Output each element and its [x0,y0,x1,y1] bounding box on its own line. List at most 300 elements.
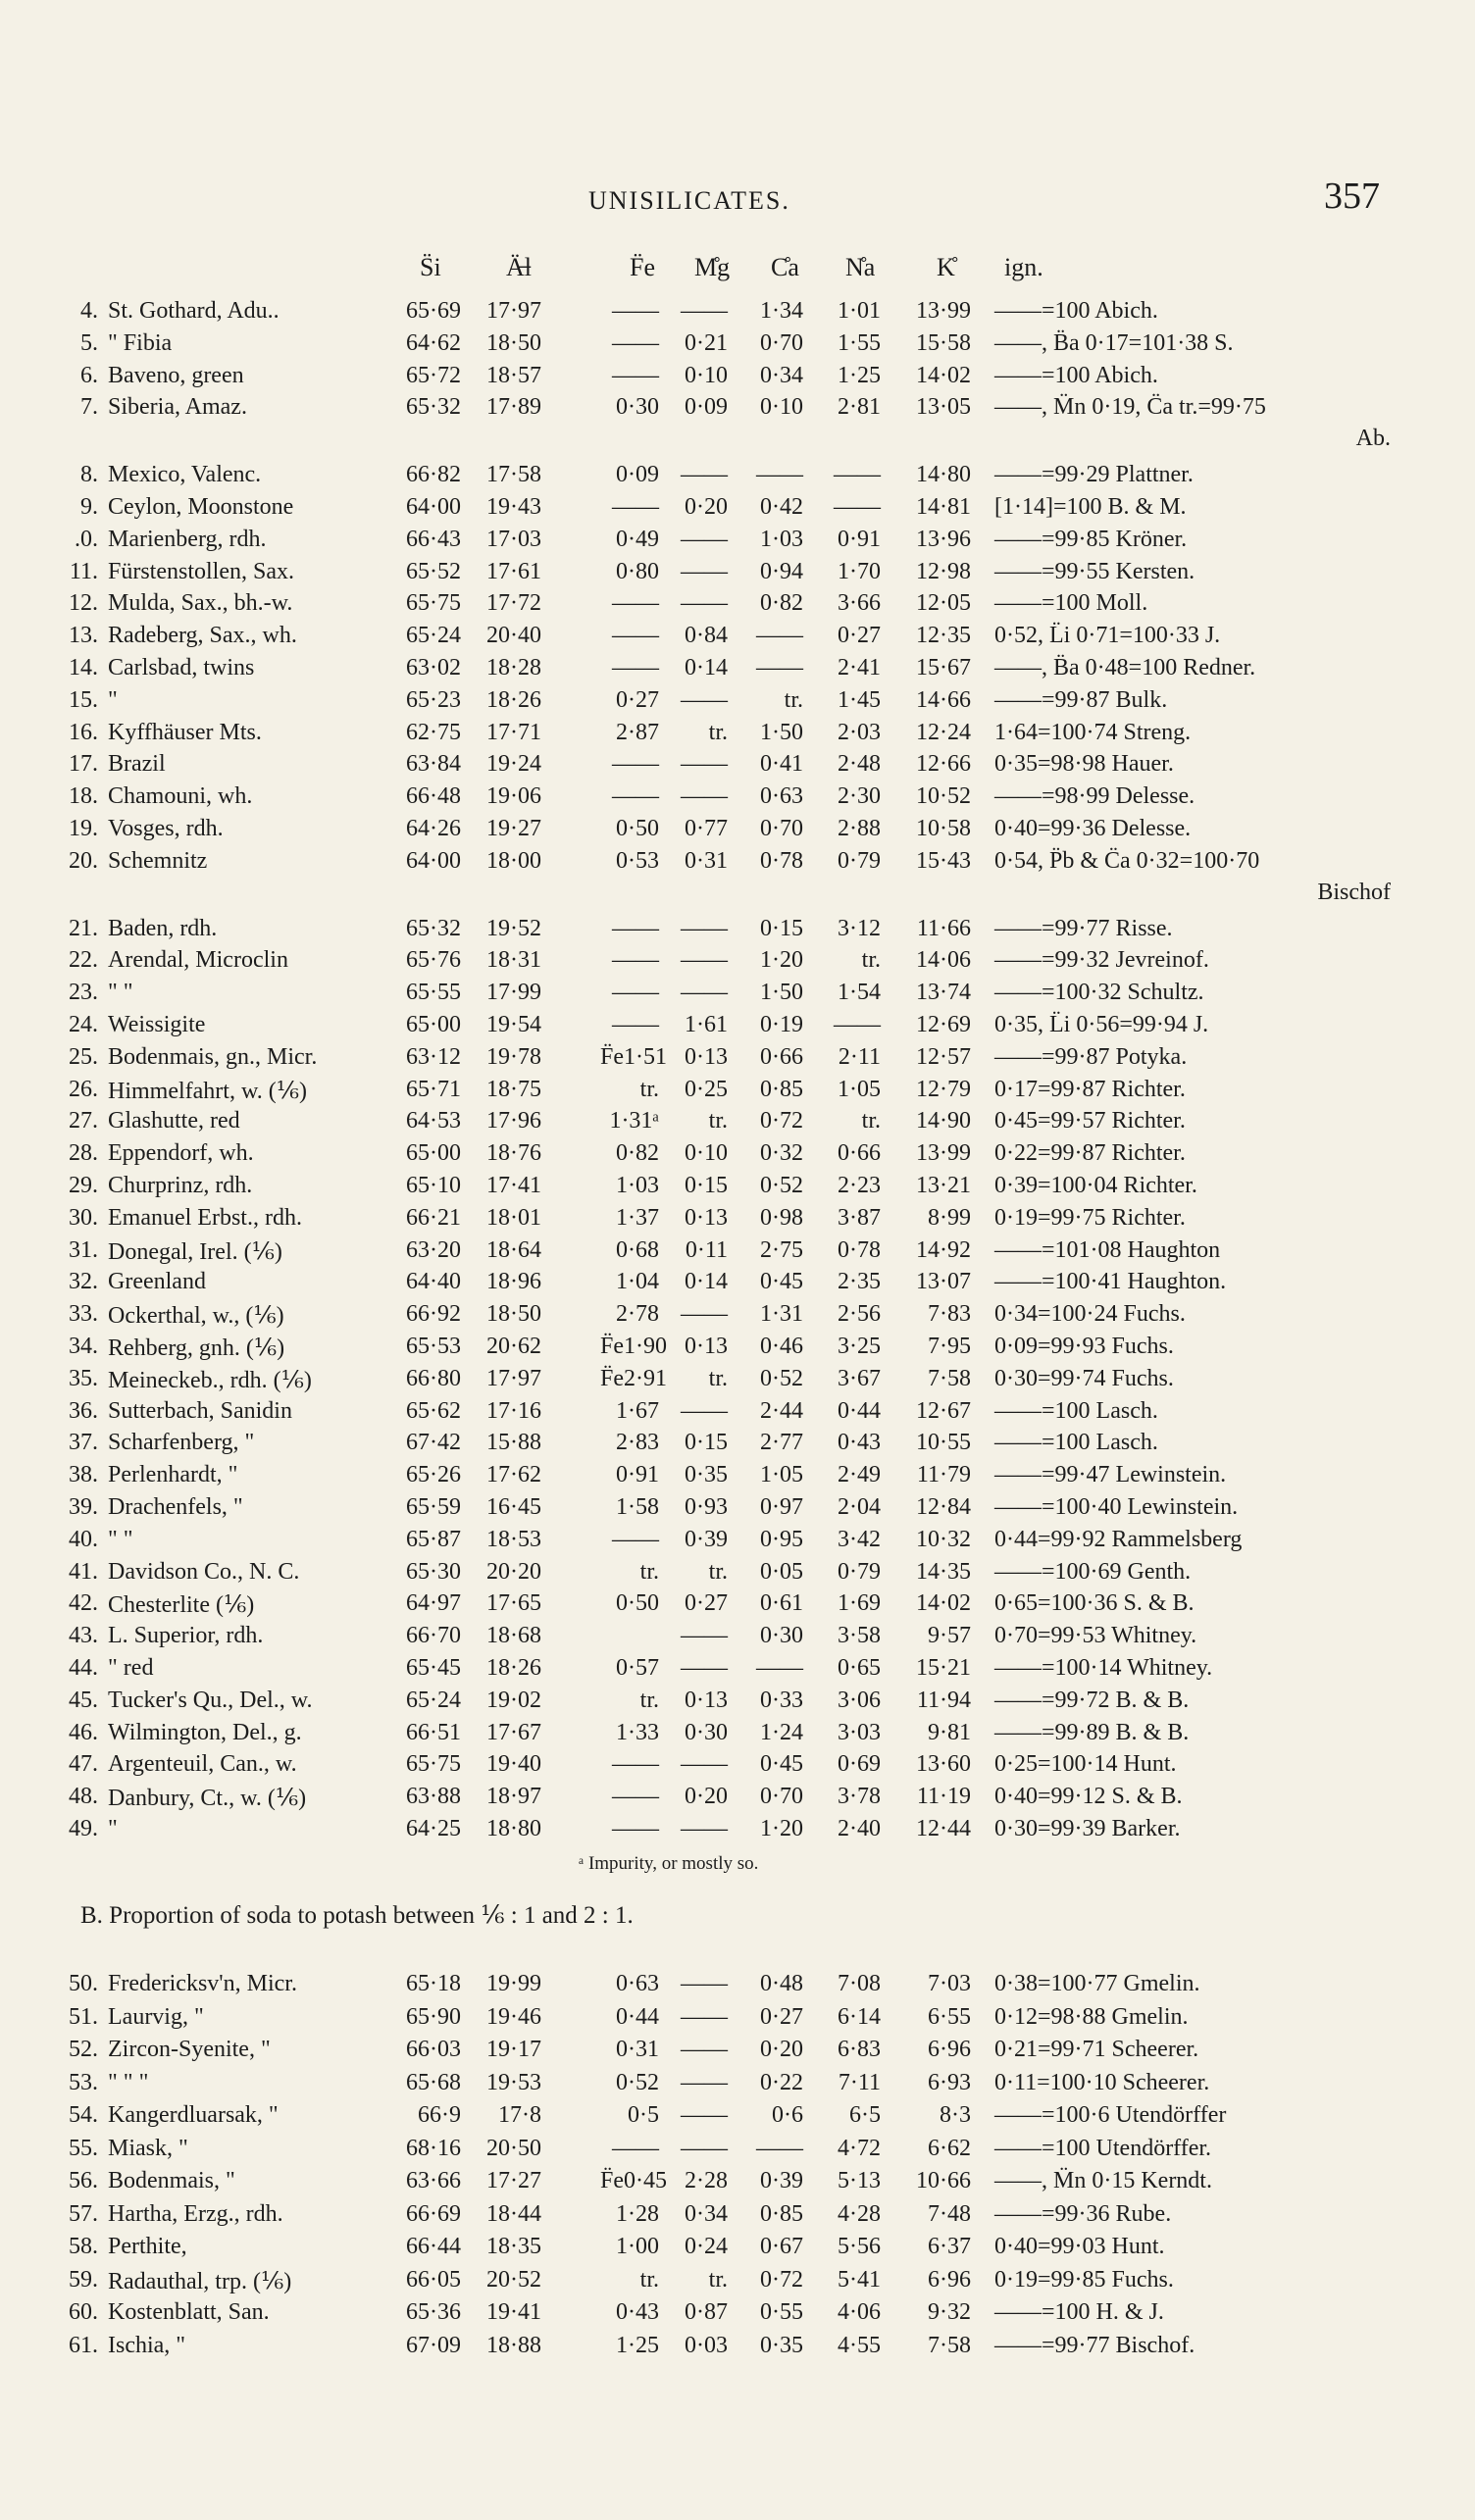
cell-loc: " " [108,1526,133,1552]
cell-k: 14·90 [916,1108,971,1134]
cell-fe: 0·09 [616,462,659,488]
cell-al: 17·65 [486,1590,541,1617]
cell-ign: ——=99·77 Bischof. [994,2332,1195,2358]
cell-si: 65·36 [406,2299,461,2325]
cell-si: 64·26 [406,816,461,841]
cell-si: 64·62 [406,329,461,356]
table-row [0,1334,1475,1367]
cell-mg: 0·13 [685,1204,728,1231]
cell-ign: 0·19=99·75 Richter. [994,1204,1186,1231]
cell-si: 65·10 [406,1173,461,1198]
table-row [0,2201,1475,2235]
cell-fe: —— [612,1751,659,1778]
cell-al: 18·88 [486,2332,541,2358]
cell-num: 41. [69,1558,98,1585]
cell-ca: 0·05 [760,1558,803,1585]
cell-num: 42. [69,1590,98,1617]
cell-na: 2·04 [838,1494,881,1520]
cell-loc: Radauthal, trp. (⅙) [108,2268,292,2294]
cell-k: 12·79 [916,1076,971,1102]
cell-al: 19·24 [486,751,541,778]
cell-fe: 1·03 [616,1173,659,1198]
cell-al: 17·99 [486,980,541,1006]
cell-ign: 0·35=98·98 Hauer. [994,751,1174,778]
cell-al: 18·01 [486,1204,541,1231]
cell-al: 18·53 [486,1526,541,1552]
cell-loc: Miask, " [108,2135,188,2161]
cell-num: 50. [69,1971,98,1996]
cell-loc: L. Superior, rdh. [108,1623,264,1649]
cell-loc: Baden, rdh. [108,915,218,941]
cell-mg: —— [681,298,728,324]
cell-k: 11·19 [916,1784,971,1810]
cell-num: 18. [69,783,98,810]
cell-loc: Mexico, Valenc. [108,462,262,488]
cell-na: 2·48 [838,751,881,778]
cell-ca: 0·61 [760,1590,803,1617]
cell-ca: 0·82 [760,590,803,617]
cell-ign: ——=100 Utendörffer. [994,2135,1212,2161]
cell-ca: 0·70 [760,816,803,841]
cell-ign: 0·38=100·77 Gmelin. [994,1971,1200,1996]
cell-al: 19·99 [486,1971,541,1996]
cell-mg: 0·77 [685,816,728,841]
cell-ign: ——=98·99 Delesse. [994,783,1195,810]
cell-al: 19·06 [486,783,541,810]
cell-ca: 0·35 [760,2332,803,2358]
cell-na: 7·08 [838,1971,881,1996]
cell-na: 2·56 [838,1301,881,1328]
cell-fe: —— [612,751,659,778]
cell-mg: 0·15 [685,1173,728,1198]
cell-loc: Kangerdluarsak, " [108,2102,279,2128]
cell-ca: 0·85 [760,2200,803,2227]
cell-na: 1·01 [838,298,881,324]
cell-ca: —— [756,1655,803,1681]
cell-mg: —— [681,751,728,778]
cell-ca: 1·05 [760,1462,803,1488]
cell-num: 22. [69,947,98,974]
cell-fe: 0·31 [616,2037,659,2062]
cell-num: 45. [69,1687,98,1713]
cell-mg: —— [681,1397,728,1424]
cell-ign: 0·35, L̈i 0·56=99·94 J. [994,1012,1209,1037]
cell-mg: 0·03 [685,2332,728,2358]
cell-ign: ——=99·32 Jevreinof. [994,947,1209,974]
cell-fe: 0·43 [616,2299,659,2325]
cell-k: 12·44 [916,1816,971,1841]
cell-num: 23. [69,980,98,1006]
cell-k: 13·99 [916,298,971,324]
cell-loc: Churprinz, rdh. [108,1173,253,1198]
cell-ca: 0·48 [760,1971,803,1996]
cell-ca: 1·03 [760,526,803,552]
cell-na: 1·45 [838,686,881,713]
cell-fe: —— [612,590,659,617]
cell-ign: ——=99·77 Risse. [994,915,1173,941]
cell-mg: —— [681,2003,728,2030]
cell-ign: ——, B̈a 0·17=101·38 S. [994,329,1234,356]
cell-si: 66·44 [406,2234,461,2259]
cell-al: 17·96 [486,1108,541,1134]
cell-si: 65·55 [406,980,461,1006]
cell-si: 66·48 [406,783,461,810]
cell-ign: ——=100 Moll. [994,590,1148,617]
cell-si: 65·18 [406,1971,461,1996]
cell-num: 35. [69,1365,98,1391]
cell-mg: 0·14 [685,655,728,680]
cell-ign: 0·30=99·74 Fuchs. [994,1365,1174,1391]
cell-na: 3·42 [838,1526,881,1552]
cell-si: 66·92 [406,1301,461,1328]
cell-si: 64·40 [406,1269,461,1295]
cell-k: 13·60 [916,1751,971,1778]
cell-ca: tr. [784,686,803,713]
cell-mg: tr. [708,1365,728,1391]
table-row [0,1108,1475,1141]
col-na: N̊a [845,253,876,281]
cell-si: 65·75 [406,1751,461,1778]
cell-fe: tr. [639,1558,659,1585]
cell-ign: 0·09=99·93 Fuchs. [994,1334,1174,1359]
cell-ign: ——=99·47 Lewinstein. [994,1462,1227,1488]
cell-num: 11. [69,558,98,584]
cell-loc: Radeberg, Sax., wh. [108,623,297,649]
cell-num: 21. [69,915,98,941]
table-row [0,1590,1475,1624]
cell-mg: —— [681,783,728,810]
cell-fe: —— [612,623,659,649]
cell-fe: F̈e1·90 [600,1334,667,1359]
cell-num: 39. [69,1494,98,1520]
cell-num: 17. [69,751,98,778]
table-row [0,590,1475,624]
cell-mg: 0·11 [685,1236,728,1263]
cell-na: 5·13 [838,2168,881,2193]
cell-loc: Weissigite [108,1012,206,1037]
cell-al: 17·16 [486,1397,541,1424]
cell-fe: 2·78 [616,1301,659,1328]
cell-al: 19·43 [486,494,541,520]
cell-si: 65·52 [406,558,461,584]
cell-al: 18·57 [486,362,541,388]
cell-si: 65·75 [406,590,461,617]
cell-al: 19·27 [486,816,541,841]
cell-k: 6·62 [928,2135,971,2161]
cell-na: 2·81 [838,394,881,421]
cell-fe: —— [612,1526,659,1552]
cell-si: 64·00 [406,847,461,874]
col-fe: F̈e [630,253,655,281]
cell-num: 33. [69,1301,98,1328]
cell-mg: —— [681,915,728,941]
cell-ign: 0·44=99·92 Rammelsberg [994,1526,1243,1552]
cell-na: 4·06 [838,2299,881,2325]
cell-na: 2·30 [838,783,881,810]
cell-num: 43. [69,1623,98,1649]
cell-fe: —— [612,1012,659,1037]
cell-na: 0·78 [838,1236,881,1263]
cell-loc: Danbury, Ct., w. (⅙) [108,1786,307,1812]
cell-loc: Scharfenberg, " [108,1430,255,1456]
cell-si: 67·42 [406,1430,461,1456]
cell-si: 63·84 [406,751,461,778]
cell-num: 24. [69,1012,98,1037]
cell-loc: Perlenhardt, " [108,1462,238,1488]
cell-al: 20·40 [486,623,541,649]
cell-na: —— [834,1012,881,1037]
cell-loc: Glashutte, red [108,1108,240,1134]
cell-num: 47. [69,1751,98,1778]
cell-loc: Carlsbad, twins [108,655,255,680]
cell-k: 8·99 [928,1204,971,1231]
cell-si: 65·76 [406,947,461,974]
cell-ca: 0·98 [760,1204,803,1231]
table-row [0,1237,1475,1271]
cell-ca: 2·75 [760,1236,803,1263]
cell-mg: 1·61 [685,1012,728,1037]
cell-num: 28. [69,1140,98,1167]
table-row [0,655,1475,688]
cell-num: 25. [69,1043,98,1070]
cell-ign-continued: Ab. [1355,426,1391,452]
col-k: K̊ [937,253,955,281]
cell-num: 26. [69,1076,98,1102]
table-row [0,1971,1475,2004]
cell-loc: Zircon-Syenite, " [108,2037,271,2062]
table-row [0,394,1475,452]
cell-al: 18·97 [486,1784,541,1810]
cell-loc: Davidson Co., N. C. [108,1558,300,1585]
cell-num: 48. [69,1784,98,1810]
cell-ca: 0·67 [760,2234,803,2259]
cell-num: 12. [69,590,98,617]
cell-mg: 0·25 [685,1076,728,1102]
cell-mg: 0·93 [685,1494,728,1520]
cell-fe: 1·37 [616,1204,659,1231]
cell-ca: 0·70 [760,329,803,356]
cell-si: 66·69 [406,2200,461,2227]
cell-na: 2·35 [838,1269,881,1295]
cell-si: 66·51 [406,1719,461,1745]
cell-ign: 0·65=100·36 S. & B. [994,1590,1195,1617]
cell-na: 6·83 [838,2037,881,2062]
cell-loc: Sutterbach, Sanidin [108,1397,292,1424]
cell-mg: 0·27 [685,1590,728,1617]
cell-na: 2·23 [838,1173,881,1198]
cell-na: 0·65 [838,1655,881,1681]
cell-fe: —— [612,494,659,520]
cell-fe: F̈e2·91 [600,1365,667,1391]
cell-ca: —— [756,655,803,680]
cell-k: 6·55 [928,2003,971,2030]
cell-si: 65·45 [406,1655,461,1681]
column-headings [0,253,1475,288]
table-row [0,1366,1475,1399]
cell-al: 19·52 [486,915,541,941]
cell-ca: 0·66 [760,1043,803,1070]
cell-ca: 0·85 [760,1076,803,1102]
cell-k: 12·35 [916,623,971,649]
cell-loc: Ockerthal, w., (⅙) [108,1303,284,1330]
cell-mg: —— [681,1655,728,1681]
cell-al: 17·61 [486,558,541,584]
cell-fe: 2·83 [616,1430,659,1456]
cell-al: 17·03 [486,526,541,552]
cell-mg: —— [681,590,728,617]
cell-si: 63·66 [406,2168,461,2193]
cell-ign: 0·22=99·87 Richter. [994,1140,1186,1167]
cell-al: 17·97 [486,1365,541,1391]
cell-ca: 0·41 [760,751,803,778]
cell-ign: ——, M̈n 0·15 Kerndt. [994,2168,1212,2193]
table-row [0,2299,1475,2333]
cell-num: 37. [69,1430,98,1456]
cell-mg: tr. [708,719,728,745]
cell-al: 17·71 [486,719,541,745]
cell-loc: Kostenblatt, San. [108,2299,270,2325]
cell-si: 64·53 [406,1108,461,1134]
cell-k: 7·58 [928,2332,971,2358]
cell-fe: —— [612,2135,659,2161]
cell-loc: Ischia, " [108,2332,186,2358]
cell-fe: tr. [639,2266,659,2293]
cell-ca: 1·31 [760,1301,803,1328]
cell-loc: Kyffhäuser Mts. [108,719,262,745]
cell-al: 19·78 [486,1043,541,1070]
cell-ign: 0·39=100·04 Richter. [994,1173,1197,1198]
cell-k: 7·48 [928,2200,971,2227]
cell-ca: 0·15 [760,915,803,941]
cell-si: 65·69 [406,298,461,324]
cell-ca: 0·52 [760,1173,803,1198]
cell-si: 65·72 [406,362,461,388]
cell-si: 65·62 [406,1397,461,1424]
cell-k: 12·66 [916,751,971,778]
cell-loc: Fredericksv'n, Micr. [108,1971,297,1996]
cell-si: 64·00 [406,494,461,520]
cell-loc: Vosges, rdh. [108,816,224,841]
cell-k: 13·07 [916,1269,971,1295]
cell-ign: ——=99·55 Kersten. [994,558,1195,584]
cell-ign: 0·34=100·24 Fuchs. [994,1301,1186,1328]
cell-na: 0·27 [838,623,881,649]
cell-mg: 0·84 [685,623,728,649]
cell-al: 18·68 [486,1623,541,1649]
table-row [0,559,1475,592]
cell-num: 16. [69,719,98,745]
cell-loc: Mulda, Sax., bh.-w. [108,590,293,617]
cell-fe: F̈e1·51 [600,1043,667,1070]
cell-mg: tr. [708,1108,728,1134]
table-row [0,847,1475,905]
table-row [0,2004,1475,2038]
cell-ign: 0·21=99·71 Scheerer. [994,2037,1199,2062]
cell-ca: 1·34 [760,298,803,324]
cell-ca: 2·44 [760,1397,803,1424]
table-row [0,1398,1475,1432]
cell-si: 64·97 [406,1590,461,1617]
cell-ign: [1·14]=100 B. & M. [994,494,1187,520]
table-row [0,1784,1475,1817]
cell-mg: tr. [708,1558,728,1585]
cell-k: 15·67 [916,655,971,680]
cell-num: 59. [69,2266,98,2293]
cell-si: 63·20 [406,1236,461,1263]
cell-loc: Argenteuil, Can., w. [108,1751,297,1778]
cell-ca: 0·46 [760,1334,803,1359]
cell-mg: 0·10 [685,1140,728,1167]
cell-si: 66·82 [406,462,461,488]
cell-ca: 0·22 [760,2069,803,2095]
cell-fe: 1·31ᵃ [609,1108,659,1134]
table-row [0,916,1475,949]
cell-al: 15·88 [486,1430,541,1456]
cell-fe: 0·68 [616,1236,659,1263]
cell-k: 13·96 [916,526,971,552]
cell-ign: 0·40=99·03 Hunt. [994,2234,1165,2259]
cell-na: 4·28 [838,2200,881,2227]
cell-mg: 0·10 [685,362,728,388]
cell-fe: 0·82 [616,1140,659,1167]
cell-k: 14·81 [916,494,971,520]
cell-ca: 0·32 [760,1140,803,1167]
cell-ign: ——=99·36 Rube. [994,2200,1172,2227]
cell-al: 17·67 [486,1719,541,1745]
cell-k: 14·35 [916,1558,971,1585]
cell-mg: —— [681,1301,728,1328]
cell-loc: Donegal, Irel. (⅙) [108,1238,282,1265]
cell-num: .0. [75,526,98,552]
cell-si: 65·24 [406,1687,461,1713]
cell-fe: 1·33 [616,1719,659,1745]
cell-num: 9. [80,494,98,520]
cell-loc: Bodenmais, gn., Micr. [108,1043,318,1070]
table-row [0,623,1475,656]
cell-k: 11·66 [916,915,971,941]
cell-si: 65·68 [406,2069,461,2095]
cell-num: 40. [69,1526,98,1552]
cell-na: 7·11 [838,2069,881,2095]
cell-ca: 0·72 [760,2266,803,2293]
cell-ca: 0·45 [760,1751,803,1778]
table-row [0,2070,1475,2103]
cell-loc: Emanuel Erbst., rdh. [108,1204,302,1231]
cell-ign: ——=100 Abich. [994,298,1158,324]
cell-k: 14·92 [916,1236,971,1263]
cell-mg: —— [681,1623,728,1649]
cell-fe: 0·57 [616,1655,659,1681]
cell-al: 18·26 [486,1655,541,1681]
cell-al: 18·50 [486,329,541,356]
cell-mg: —— [681,1816,728,1841]
cell-loc: Greenland [108,1269,206,1295]
cell-loc: Baveno, green [108,362,244,388]
cell-k: 13·99 [916,1140,971,1167]
cell-fe: —— [612,329,659,356]
cell-na: 3·58 [838,1623,881,1649]
cell-na: 3·12 [838,915,881,941]
cell-mg: —— [681,980,728,1006]
cell-ca: 0·94 [760,558,803,584]
cell-na: 0·79 [838,1558,881,1585]
cell-k: 12·98 [916,558,971,584]
cell-ign: 0·11=100·10 Scheerer. [994,2069,1210,2095]
cell-al: 17·97 [486,298,541,324]
cell-mg: —— [681,2069,728,2095]
cell-mg: 0·20 [685,1784,728,1810]
table-row [0,363,1475,396]
